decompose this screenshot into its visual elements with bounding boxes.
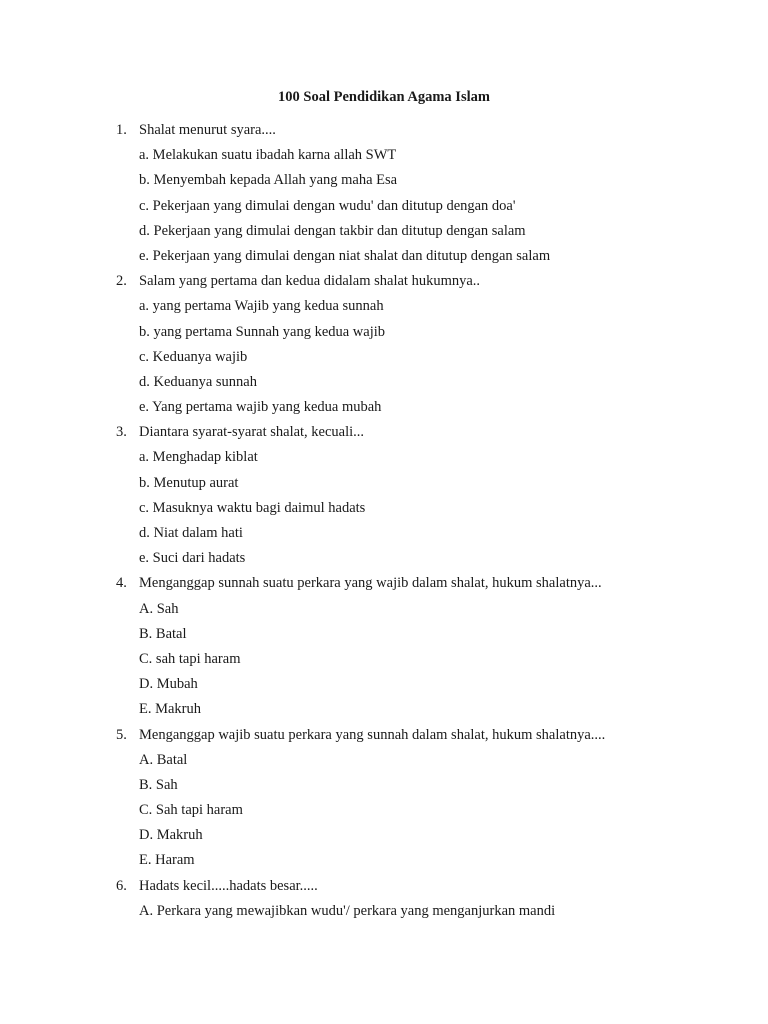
option-line — [0, 674, 768, 699]
answer-option: A. Perkara yang mewajibkan wudu'/ perkara yang menganjurkan mandi — [139, 902, 556, 919]
answer-option: D. Mubah — [139, 676, 198, 693]
answer-option: D. Makruh — [139, 827, 203, 844]
option-line — [0, 473, 768, 498]
option-line — [0, 599, 768, 624]
question-text: Menganggap wajib suatu perkara yang sunnah dalam shalat, hukum shalatnya.... — [139, 726, 606, 743]
answer-option: A. Batal — [139, 751, 188, 768]
option-line — [0, 221, 768, 246]
question-4 — [0, 573, 768, 598]
option-line — [0, 372, 768, 397]
question-number: 6. — [116, 877, 127, 894]
question-5 — [0, 725, 768, 750]
answer-option: E. Haram — [139, 852, 195, 869]
option-line — [0, 699, 768, 724]
option-line — [0, 750, 768, 775]
option-line — [0, 322, 768, 347]
answer-option: a. yang pertama Wajib yang kedua sunnah — [139, 298, 384, 315]
option-line — [0, 800, 768, 825]
answer-option: c. Pekerjaan yang dimulai dengan wudu' dan ditutup dengan doa' — [139, 197, 516, 214]
answer-option: b. Menyembah kepada Allah yang maha Esa — [139, 172, 398, 189]
answer-option: e. Pekerjaan yang dimulai dengan niat shalat dan ditutup dengan salam — [139, 247, 551, 264]
answer-option: C. Sah tapi haram — [139, 802, 243, 819]
option-line — [0, 196, 768, 221]
question-number: 5. — [116, 726, 127, 743]
answer-option: e. Suci dari hadats — [139, 550, 246, 567]
answer-option: b. Menutup aurat — [139, 474, 239, 491]
answer-option: C. sah tapi haram — [139, 650, 241, 667]
question-text: Shalat menurut syara.... — [139, 122, 276, 138]
answer-option: E. Makruh — [139, 701, 202, 718]
answer-option: e. Yang pertama wajib yang kedua mubah — [139, 399, 382, 416]
question-number: 1. — [116, 122, 127, 138]
answer-option: d. Niat dalam hati — [139, 525, 243, 541]
answer-option: b. yang pertama Sunnah yang kedua wajib — [139, 323, 386, 340]
answer-option: c. Masuknya waktu bagi daimul hadats — [139, 499, 366, 516]
question-text: Salam yang pertama dan kedua didalam shalat hukumnya.. — [139, 273, 481, 290]
option-line — [0, 901, 768, 926]
question-number: 4. — [116, 575, 127, 592]
option-line — [0, 145, 768, 170]
question-2 — [0, 271, 768, 296]
option-line — [0, 523, 768, 548]
answer-option: a. Menghadap kiblat — [139, 449, 258, 466]
answer-option: a. Melakukan suatu ibadah karna allah SWT — [139, 147, 397, 164]
option-line — [0, 775, 768, 800]
answer-option: B. Sah — [139, 776, 178, 793]
question-1 — [0, 120, 768, 145]
question-6 — [0, 876, 768, 901]
question-text: Menganggap sunnah suatu perkara yang wajib dalam shalat, hukum shalatnya... — [139, 575, 602, 592]
option-line — [0, 649, 768, 674]
answer-option: B. Batal — [139, 625, 187, 642]
option-line — [0, 548, 768, 573]
option-line — [0, 498, 768, 523]
option-line — [0, 296, 768, 321]
answer-option: d. Pekerjaan yang dimulai dengan takbir dan ditutup dengan salam — [139, 222, 526, 239]
option-line — [0, 825, 768, 850]
option-line — [0, 397, 768, 422]
answer-option: d. Keduanya sunnah — [139, 373, 257, 390]
document-title: 100 Soal Pendidikan Agama Islam — [278, 89, 490, 105]
option-line — [0, 624, 768, 649]
answer-option: A. Sah — [139, 600, 179, 617]
option-line — [0, 170, 768, 195]
answer-option: c. Keduanya wajib — [139, 348, 248, 365]
option-line — [0, 447, 768, 472]
question-list — [0, 120, 768, 926]
question-number: 2. — [116, 273, 127, 290]
option-line — [0, 246, 768, 271]
question-text: Diantara syarat-syarat shalat, kecuali... — [139, 424, 365, 441]
question-text: Hadats kecil.....hadats besar..... — [139, 877, 318, 894]
question-number: 3. — [116, 424, 127, 441]
option-line — [0, 347, 768, 372]
option-line — [0, 850, 768, 875]
question-3 — [0, 422, 768, 447]
